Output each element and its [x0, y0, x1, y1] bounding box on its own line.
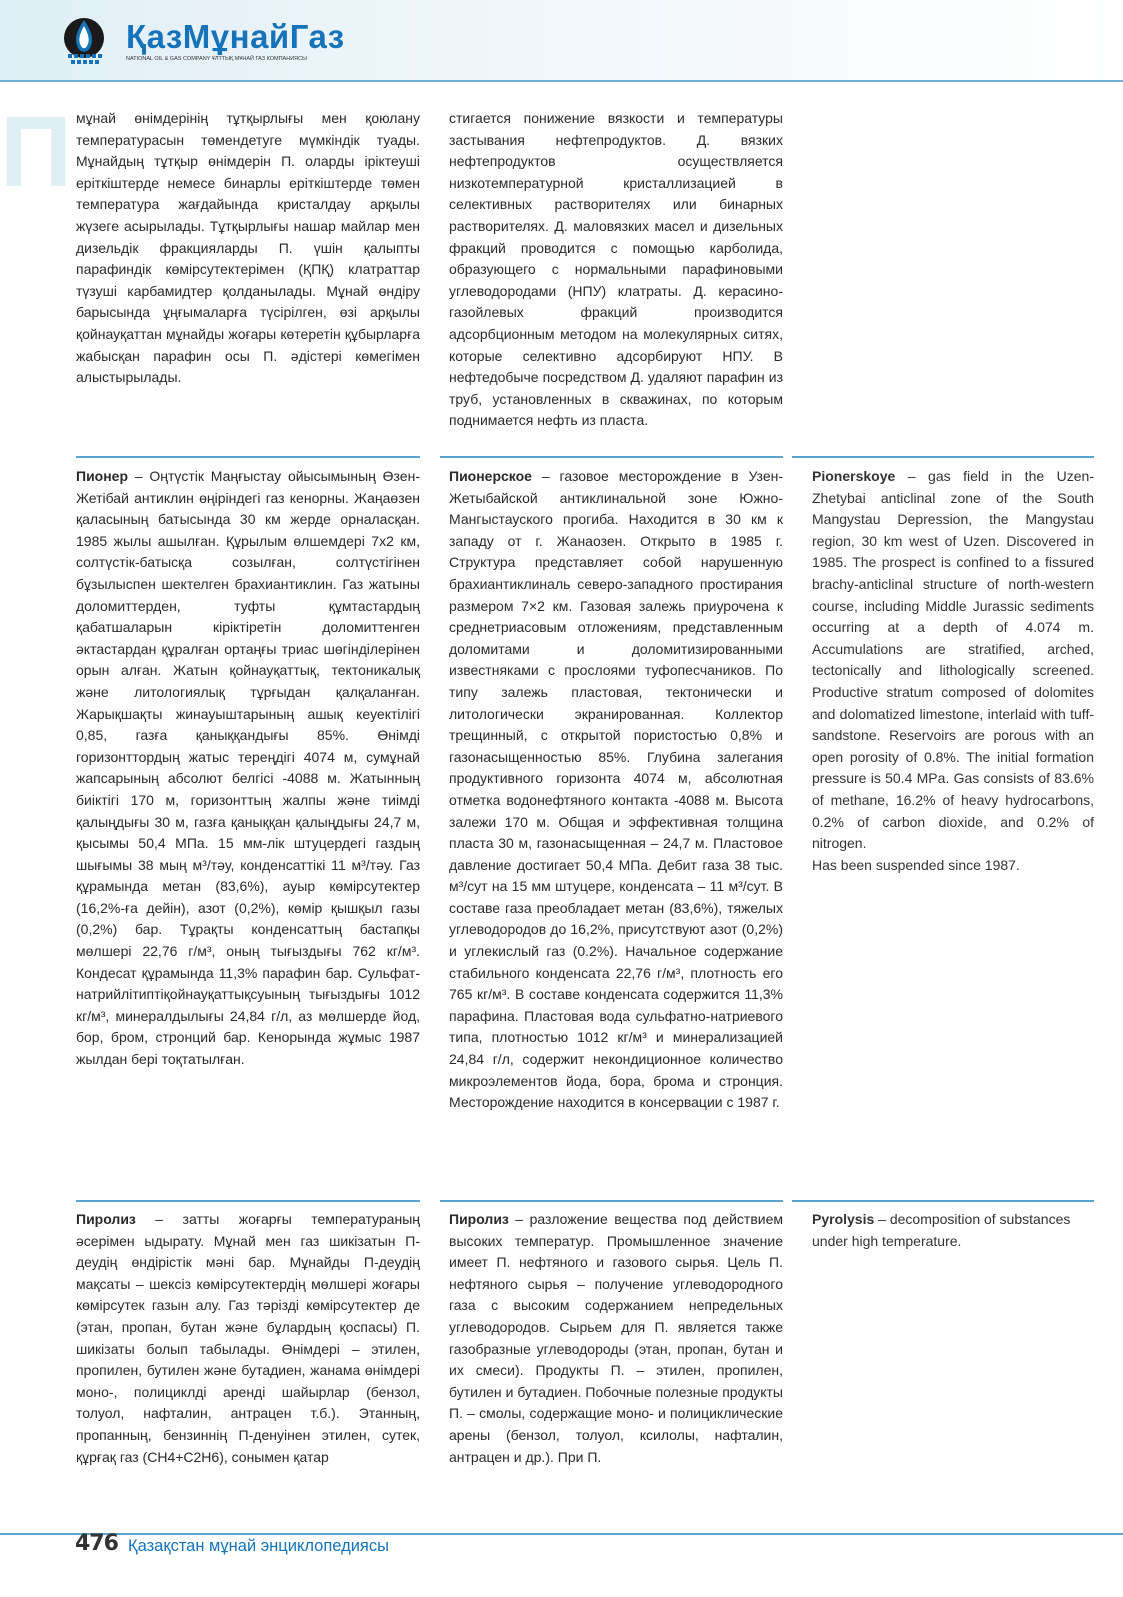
pyrolysis-kk-text: – затты жоғарғы температураның әсерімен ыдырату. Мұнай мен газ шикізатын П-деудің өндірістік мәні бар. Мұнайды П-деудің мақсаты – шексіз көмірсутектердің мөлшері жоғары көмірсутек газын алу. Газ тәрізді көмірсутектер де (этан, пропан, бутан және бұлардың қоспасы) П. шикізаты болып табылады. Өнімдері – этилен, пропилен, бутилен және бутадиен, жанама өнімдері моно-, полициклді аренді шайырлар (бензол, толуол, нафталин, антрацен т.б.). Этанның, пропанның, бензиннің П-денуінен этилен, сутек, құрғақ газ (CH4+C2H6), сонымен қатар [76, 1211, 420, 1465]
section-divider [76, 456, 420, 458]
pioneer-kk-term: Пионер [76, 468, 129, 484]
top-kk-column [76, 108, 420, 389]
pioneer-en-text: – gas field in the Uzen-Zhetybai anticlinal zone of the South Mangystau Depression, the Mangystau region, 30 km west of Uzen. Discovered in 1985. The prospect is confined to a fissured brachy-anticlinal structure of north-western course, including Middle Jurassic sediments occurring at a depth of 4.074 m. Accumulations are stratified, arched, tectonically and lithologically screened. Productive stratum composed of dolomites and dolomatized limestone, interlaid with tuff-sandstone. Reservoirs are porous with an open porosity of 0.8%. The initial formation pressure is 50.4 MPa. Gas consists of 83.6% of methane, 16.2% of heavy hydrocarbons, 0.2% of carbon dioxide, and 0.2% of nitrogen. [812, 468, 1094, 852]
pyrolysis-ru-text: – разложение вещества под действием высоких температур. Промышленное значение имеет П. нефтяного и газового сырья. Цель П. нефтяного сырья – получение углеводородного газа с высоким содержанием непредельных углеводородов. Сырьем для П. является также газобразные углеводороды (этан, пропан, бутан и их смеси). Продукты П. – этилен, пропилен, бутилен и бутадиен. Побочные полезные продукты П. – смолы, содержащие моно- и полициклические арены (бензол, толуол, ксилолы, нафталин, антрацен и др.). При П. [449, 1211, 783, 1465]
pioneer-kk-text: – Оңтүстік Маңғыстау ойысымының Өзен-Жетібай антиклин өңіріндегі газ кенорны. Жаңаөзен қаласының батысында 30 км жерде орналасқан. 1985 жылы ашылған. Құрылым өлшемдері 7х2 км, солтүстік-батысқа созылған, солтүстігінен бұзылыспен шектелген брахиантиклин. Газ жатыны доломиттерден, туфты құмтастардың қабатшаларын кіріктіретін доломиттенген әктастардан құралған ортаңғы триас шөгінділерінен орын алған. Жатын қойнауқаттық, тектоникалық және литологиялық тұрғыдан қалқаланған. Жарықшақты жинауыштарының ашық кеуектілігі 0,85, газға қаныққандығы 85%. Өнімді горизонттордың жатыс тереңдігі 4074 м, сумұнай жапсарының абсолют белгісі -4088 м. Жатынның биіктігі 170 м, горизонттың жалпы және тиімді қалыңдығы 30 м, газға қаныққан қалыңдығы 24,7 м, қысымы 50,4 МПа. 15 мм-лік штуцердегі газдың шығымы 38 мың м³/тәу, конденсаттікі 11 м³/тәу. Газ құрамында метан (83,6%), ауыр көмірсутектер (16,2%-ға дейін), азот (0,2%), көмір қышқыл газы (0,2%) бар. Тұрақты конденсаттың бастапқы мөлшері 22,76 г/м³, оның тығыздығы 762 кг/м³. Кондесат құрамында 11,3% парафин бар. Сульфат-натрийлітиптіқойнауқаттықсуының тығыздығы 1012 кг/м³, минералдылығы 24,84 г/л, аз мөлшерде йод, бор, бром, стронций бар. Кенорында жұмыс 1987 жылдан бері тоқтатылған. [76, 468, 420, 1068]
page-number: 476 [75, 1531, 118, 1556]
logo-wordmark: ҚазМұнайГаз [126, 18, 345, 55]
pioneer-en-entry [812, 466, 1094, 876]
pioneer-kk-entry [76, 466, 420, 1071]
footer-title: Қазақстан мұнай энциклопедиясы [128, 1537, 389, 1555]
pioneer-ru-text: – газовое месторождение в Узен-Жетыбайской антиклинальной зоне Южно-Мангыстауского прогиба. Находится в 30 км к западу от г. Жанаозен. Открыто в 1985 г. Структура представляет собой нарушенную брахиантиклиналь северо-западного простирания размером 7×2 км. Газовая залежь приурочена к среднетриасовым отложениям, представленным доломитами и доломитизированными известняками с прослоями туфопесчаников. По типу залежь пластовая, тектонически и литологически экранированная. Коллектор трещинный, с открытой пористостью 0,8% и газонасыщенностью 85%. Глубина залегания продуктивного горизонта 4074 м, абсолютная отметка водонефтяного контакта -4088 м. Высота залежи 170 м. Общая и эффективная толщина пласта 30 м, газонасыщенная – 24,7 м. Пластовое давление достигает 50,4 МПа. Дебит газа 38 тыс. м³/сут на 15 мм штуцере, конденсата – 11 м³/сут. В составе газа преобладает метан (83,6%), тяжелых углеводородов до 16,2%, присутствуют азот (0,2%) и углекислый газ (0.2%). Начальное содержание стабильного конденсата 22,76 г/м³, плотность его 765 кг/м³. В составе конденсата содержится 11,3% парафина. Пластовая вода сульфатно-натриевого типа, плотностью 1012 кг/м³ и минерализацией 24,84 г/л, содержит некондиционное количество микроэлементов йода, бора, брома и стронция. Месторождение находится в консервации с 1987 г. [449, 468, 783, 1111]
section-divider [440, 1200, 783, 1202]
section-divider [76, 1200, 420, 1202]
section-divider [440, 456, 783, 458]
section-divider [792, 1200, 1094, 1202]
pyrolysis-kk-term: Пиролиз [76, 1211, 136, 1227]
pyrolysis-ru-entry [449, 1209, 783, 1468]
top-ru-column [449, 108, 783, 432]
logo-subtitle: NATIONAL OIL & GAS COMPANY ҰЛТТЫҚ МҰНАЙ ГАЗ КОМПАНИЯСЫ [126, 56, 307, 62]
pioneer-ru-term: Пионерское [449, 468, 532, 484]
pyrolysis-en-term: Pyrolysis [812, 1211, 875, 1227]
top-ru-text: стигается понижение вязкости и температуры застывания нефтепродуктов. Д. вязких нефтепродуктов осуществляется низкотемпературной кристаллизацией в селективных растворителях или бинарных растворителях. Д. маловязких масел и дизельных фракций проводится с помощью карболида, образующего с нормальными парафиновыми углеводородами (НПУ) клатраты. Д. керасино-газойлевых фракций производится адсорбционным методом на молекулярных ситях, которые селективно адсорбируют НПУ. В нефтедобыче посредством Д. удаляют парафин из труб, установленных в скважинах, по которым поднимается нефть из пласта. [449, 110, 783, 429]
page-header [0, 0, 1123, 82]
section-letter: П [0, 96, 72, 208]
pyrolysis-ru-term: Пиролиз [449, 1211, 509, 1227]
pyrolysis-en-text: – decomposition of substances under high temperature. [812, 1211, 1071, 1249]
pioneer-en-note: Has been suspended since 1987. [812, 856, 1020, 873]
pioneer-ru-entry [449, 466, 783, 1114]
pyrolysis-en-entry [812, 1209, 1094, 1252]
section-divider [792, 456, 1094, 458]
footer-divider [0, 1533, 1123, 1535]
pyrolysis-kk-entry [76, 1209, 420, 1468]
top-kk-text: мұнай өнімдерінің тұтқырлығы мен қоюлану температурасын төмендетуге мүмкіндік туады. Мұнайдың тұтқыр өнімдерін П. оларды іріктеуші еріткіштерде немесе бинарлы еріткіштерде төмен температура жағдайында кристалдау арқылы жүзеге асырылады. Тұтқырлығы нашар майлар мен дизельдік фракцияларды П. үшін қалыпты парафиндік көмірсутектерімен (ҚПҚ) клатраттар түзуші карбамидтер қолданылады. Мұнай өндіру барысында ұңғымаларға түсірілген, өзі арқылы қойнауқаттан мұнайды жоғары көтеретін құбырларға жабысқан парафин осы П. әдістері көмегімен алыстырылады. [76, 110, 420, 386]
pioneer-en-term: Pionerskoye [812, 468, 896, 484]
